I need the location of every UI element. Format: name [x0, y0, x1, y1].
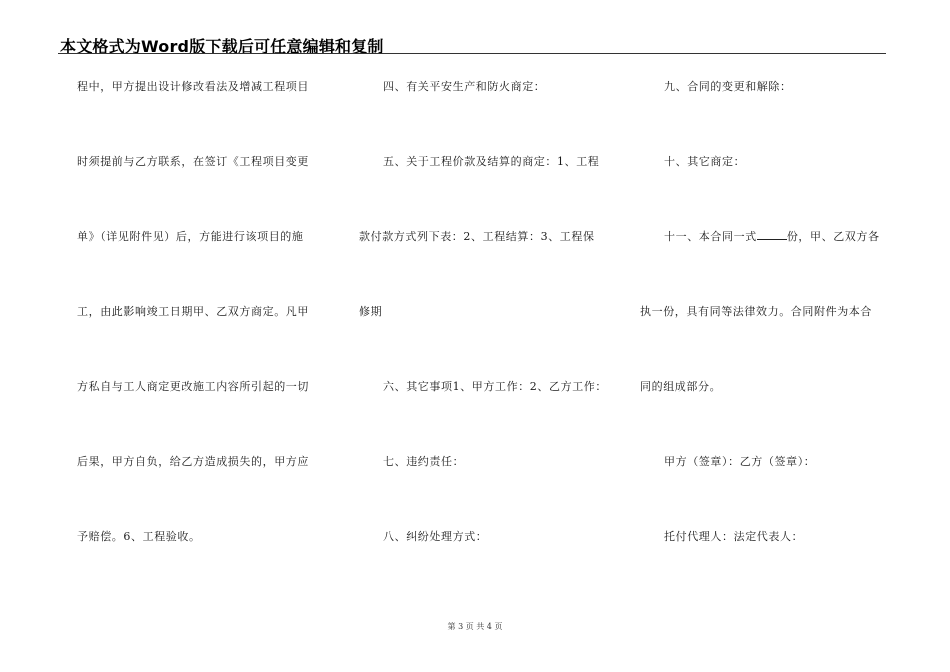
text-line: 工，由此影响竣工日期甲、乙双方商定。凡甲 — [77, 305, 309, 318]
text-line: 程中，甲方提出设计修改看法及增减工程项目 — [77, 80, 309, 93]
fill-in-blank — [757, 230, 787, 240]
text-line: 甲方（签章）：乙方（签章）： — [664, 455, 816, 468]
text-line: 执一份，具有同等法律效力。合同附件为本合 — [640, 305, 872, 318]
text-line: 四、有关平安生产和防火商定： — [383, 80, 546, 93]
text-line: 九、合同的变更和解除： — [664, 80, 792, 93]
text-line: 予赔偿。6、工程验收。 — [77, 530, 201, 543]
header-divider — [58, 53, 886, 54]
text-line: 时须提前与乙方联系，在签订《工程项目变更 — [77, 155, 309, 168]
text-line: 款付款方式列下表：2、工程结算：3、工程保 — [359, 230, 595, 243]
page-number-footer: 第 3 页 共 4 页 — [447, 622, 503, 631]
header-title: 本文格式为Word版下载后可任意编辑和复制 — [60, 37, 384, 56]
text-segment: 十一、本合同一式 — [664, 230, 757, 243]
text-line: 方私自与工人商定更改施工内容所引起的一切 — [77, 380, 309, 393]
text-line: 五、关于工程价款及结算的商定：1、工程 — [383, 155, 600, 168]
text-line: 修期 — [359, 305, 383, 318]
text-segment: 份，甲、乙双方各 — [786, 230, 880, 243]
text-line: 十、其它商定： — [664, 155, 746, 168]
text-line: 八、纠纷处理方式： — [383, 530, 488, 543]
text-line: 托付代理人：法定代表人： — [664, 530, 804, 543]
text-line: 后果，甲方自负，给乙方造成损失的，甲方应 — [77, 455, 309, 468]
text-line: 六、其它事项1、甲方工作：2、乙方工作： — [383, 380, 607, 393]
text-line-with-blank — [664, 230, 880, 244]
text-line: 同的组成部分。 — [640, 380, 722, 393]
text-line: 单》（详见附件见）后，方能进行该项目的施 — [77, 230, 304, 243]
text-line: 七、违约责任： — [383, 455, 465, 468]
